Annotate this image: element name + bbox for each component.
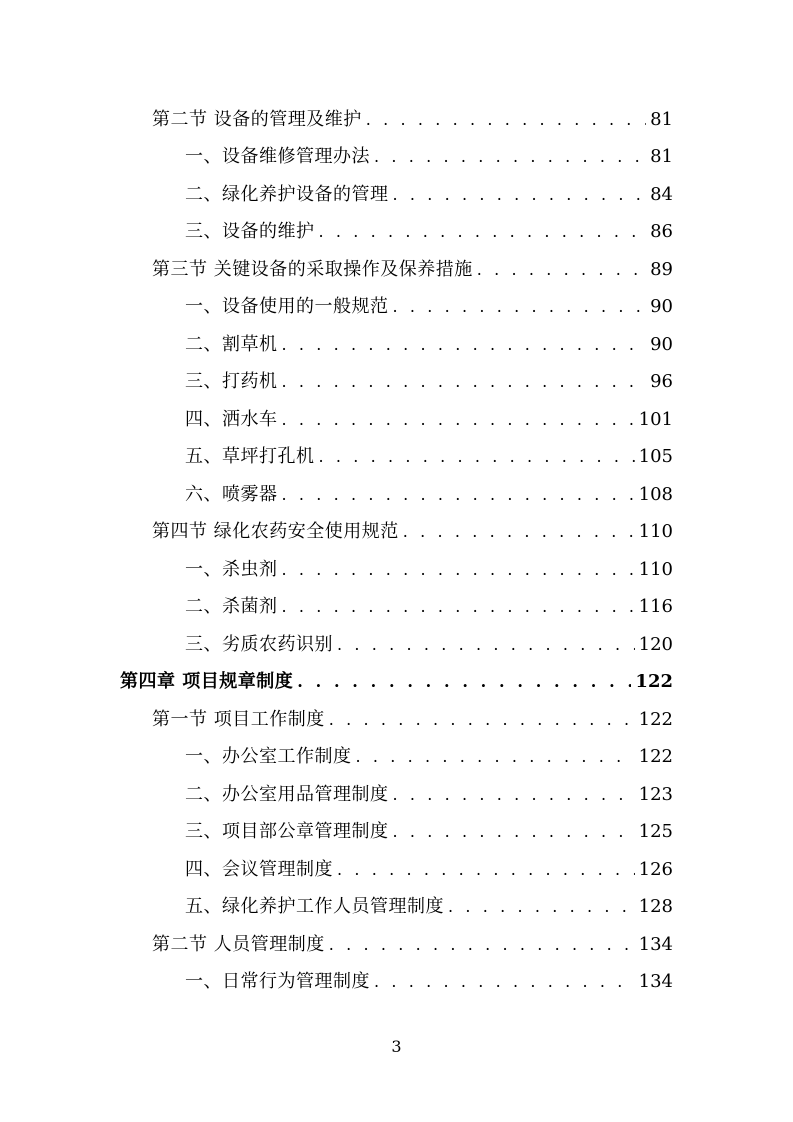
- toc-entry-page-number: 90: [650, 333, 673, 355]
- toc-entry-title: 二、杀菌剂: [185, 596, 278, 618]
- toc-dot-leader: [329, 708, 635, 732]
- toc-entry-page-number: 125: [638, 821, 673, 843]
- toc-dot-leader: [319, 220, 647, 244]
- toc-dot-leader: [282, 595, 635, 619]
- toc-entry-item[interactable]: [0, 139, 793, 177]
- toc-dot-leader: [282, 333, 647, 357]
- toc-entry-title: 第二节 人员管理制度: [152, 933, 325, 955]
- toc-dot-leader: [282, 370, 647, 394]
- toc-entry-section[interactable]: [0, 701, 793, 739]
- toc-entry-page-number: 122: [635, 671, 673, 693]
- toc-entry-title: 四、会议管理制度: [185, 858, 333, 880]
- toc-entry-title: 三、设备的维护: [185, 221, 315, 243]
- toc-entry-item[interactable]: [0, 439, 793, 477]
- toc-entry-title: 五、草坪打孔机: [185, 446, 315, 468]
- toc-entry-page-number: 96: [650, 371, 673, 393]
- toc-entry-title: 二、绿化养护设备的管理: [185, 183, 389, 205]
- toc-dot-leader: [393, 783, 635, 807]
- toc-entry-item[interactable]: [0, 589, 793, 627]
- toc-entry-item[interactable]: [0, 176, 793, 214]
- toc-entry-section[interactable]: [0, 514, 793, 552]
- table-of-contents: [0, 101, 793, 1001]
- toc-entry-page-number: 134: [638, 933, 673, 955]
- toc-entry-title: 五、绿化养护工作人员管理制度: [185, 896, 444, 918]
- toc-entry-page-number: 86: [650, 221, 673, 243]
- toc-entry-page-number: 120: [638, 633, 673, 655]
- toc-dot-leader: [393, 183, 647, 207]
- toc-entry-page-number: 90: [650, 296, 673, 318]
- toc-entry-item[interactable]: [0, 776, 793, 814]
- toc-entry-page-number: 126: [638, 858, 673, 880]
- toc-entry-page-number: 89: [650, 258, 673, 280]
- toc-entry-title: 一、杀虫剂: [185, 558, 278, 580]
- toc-dot-leader: [282, 483, 635, 507]
- toc-entry-title: 一、办公室工作制度: [185, 746, 352, 768]
- toc-dot-leader: [374, 145, 646, 169]
- toc-entry-section[interactable]: [0, 926, 793, 964]
- toc-dot-leader: [319, 445, 635, 469]
- toc-entry-title: 第一节 项目工作制度: [152, 708, 325, 730]
- toc-entry-page-number: 134: [638, 971, 673, 993]
- toc-entry-title: 一、设备使用的一般规范: [185, 296, 389, 318]
- toc-dot-leader: [282, 558, 635, 582]
- toc-entry-title: 第二节 设备的管理及维护: [152, 108, 362, 130]
- toc-entry-item[interactable]: [0, 401, 793, 439]
- toc-entry-item[interactable]: [0, 326, 793, 364]
- toc-entry-title: 二、办公室用品管理制度: [185, 783, 389, 805]
- toc-entry-page-number: 81: [650, 146, 673, 168]
- toc-dot-leader: [403, 520, 635, 544]
- toc-entry-page-number: 116: [638, 596, 673, 618]
- toc-entry-title: 四、洒水车: [185, 408, 278, 430]
- toc-entry-page-number: 101: [638, 408, 673, 430]
- toc-entry-title: 三、打药机: [185, 371, 278, 393]
- toc-entry-title: 三、劣质农药识别: [185, 633, 333, 655]
- toc-dot-leader: [356, 745, 635, 769]
- toc-entry-item[interactable]: [0, 889, 793, 927]
- toc-dot-leader: [366, 108, 646, 132]
- toc-dot-leader: [393, 295, 647, 319]
- toc-entry-page-number: 110: [638, 558, 673, 580]
- toc-entry-item[interactable]: [0, 551, 793, 589]
- toc-entry-page-number: 110: [638, 521, 673, 543]
- toc-entry-page-number: 123: [638, 783, 673, 805]
- toc-entry-item[interactable]: [0, 851, 793, 889]
- toc-entry-page-number: 122: [638, 708, 673, 730]
- toc-entry-item[interactable]: [0, 214, 793, 252]
- toc-dot-leader: [329, 933, 635, 957]
- toc-entry-item[interactable]: [0, 964, 793, 1002]
- toc-entry-page-number: 81: [650, 108, 673, 130]
- toc-entry-section[interactable]: [0, 251, 793, 289]
- toc-dot-leader: [393, 820, 635, 844]
- toc-entry-title: 第四节 绿化农药安全使用规范: [152, 521, 399, 543]
- toc-dot-leader: [374, 970, 635, 994]
- toc-entry-title: 六、喷雾器: [185, 483, 278, 505]
- toc-dot-leader: [337, 633, 635, 657]
- toc-entry-page-number: 105: [638, 446, 673, 468]
- toc-entry-item[interactable]: [0, 814, 793, 852]
- toc-entry-item[interactable]: [0, 476, 793, 514]
- toc-entry-title: 一、设备维修管理办法: [185, 146, 370, 168]
- toc-entry-item[interactable]: [0, 364, 793, 402]
- toc-dot-leader: [448, 895, 635, 919]
- toc-entry-title: 第四章 项目规章制度: [120, 671, 294, 693]
- toc-entry-item[interactable]: [0, 739, 793, 777]
- toc-entry-title: 一、日常行为管理制度: [185, 971, 370, 993]
- toc-entry-page-number: 122: [638, 746, 673, 768]
- toc-dot-leader: [282, 408, 635, 432]
- toc-entry-title: 第三节 关键设备的采取操作及保养措施: [152, 258, 473, 280]
- toc-entry-title: 二、割草机: [185, 333, 278, 355]
- toc-entry-item[interactable]: [0, 626, 793, 664]
- toc-entry-item[interactable]: [0, 289, 793, 327]
- toc-dot-leader: [297, 670, 631, 694]
- toc-entry-section[interactable]: [0, 101, 793, 139]
- toc-entry-page-number: 128: [638, 896, 673, 918]
- toc-dot-leader: [337, 858, 635, 882]
- toc-entry-page-number: 84: [650, 183, 673, 205]
- toc-entry-chapter[interactable]: [0, 664, 793, 702]
- toc-entry-title: 三、项目部公章管理制度: [185, 821, 389, 843]
- page-number: 3: [391, 1037, 402, 1056]
- toc-entry-page-number: 108: [638, 483, 673, 505]
- toc-dot-leader: [477, 258, 646, 282]
